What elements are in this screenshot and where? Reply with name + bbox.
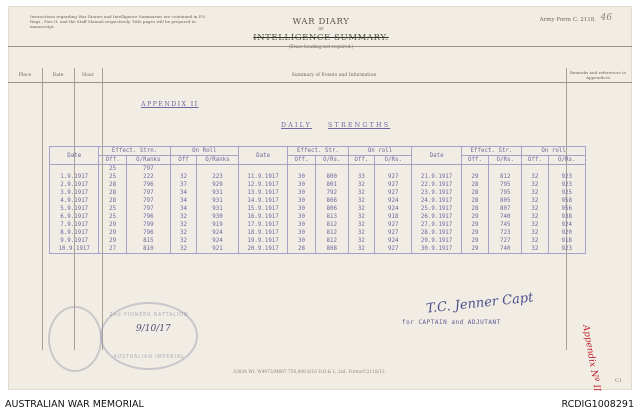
table-cell: 13.9.1917 <box>238 189 287 197</box>
appendix-title: APPENDIX II <box>141 101 199 108</box>
table-cell: 931 <box>197 197 239 205</box>
header-cell: Date <box>238 147 287 165</box>
column-divider <box>42 68 43 350</box>
table-cell: 27.9.1917 <box>412 221 461 229</box>
battalion-stamp <box>100 302 198 370</box>
printer-note: A3834 Wt. W4973/M687 750,000 8/16 D.D.& L. Ltd. Forms/C2118/12. <box>233 370 386 375</box>
sub-header-cell: Off. <box>348 156 374 165</box>
col-summary: Summary of Events and Information <box>291 72 377 78</box>
table-cell: 801 <box>315 181 348 189</box>
header-rule <box>8 46 632 47</box>
table-cell: 32 <box>348 189 374 197</box>
table-cell: 28 <box>461 189 488 197</box>
table-cell: 14.9.1917 <box>238 197 287 205</box>
sub-header-cell: O/Rs. <box>548 156 585 165</box>
table-cell: 29 <box>461 245 488 254</box>
table-cell: 931 <box>197 189 239 197</box>
table-cell: 19.9.1917 <box>238 237 287 245</box>
table-cell: 924 <box>375 197 412 205</box>
col-date: Date <box>52 72 64 78</box>
table-cell: 29 <box>461 213 488 221</box>
table-cell: 927 <box>375 181 412 189</box>
col-hour: Hour <box>82 72 94 78</box>
table-cell <box>548 165 585 174</box>
daily-strength-table <box>49 146 586 254</box>
table-cell: 223 <box>197 173 239 181</box>
table-cell: 26.9.1917 <box>412 213 461 221</box>
sub-header-cell: O/Rs. <box>375 156 412 165</box>
table-cell: 32 <box>522 205 548 213</box>
table-cell: 32 <box>522 237 548 245</box>
table-cell: 927 <box>375 221 412 229</box>
header-cell: Effect. Str. <box>461 147 521 156</box>
sub-header-cell: Off. <box>99 156 126 165</box>
table-cell: 32 <box>348 181 374 189</box>
table-cell: 32 <box>522 189 548 197</box>
table-cell: 16.9.1917 <box>238 213 287 221</box>
table-cell: 925 <box>548 189 585 197</box>
table-cell: 921 <box>197 245 239 254</box>
table-cell: 25 <box>99 213 126 221</box>
table-cell: 32 <box>522 173 548 181</box>
table-cell: 29 <box>461 237 488 245</box>
table-cell: 792 <box>315 189 348 197</box>
table-cell: 10.9.1917 <box>50 245 99 254</box>
table-cell: 924 <box>375 237 412 245</box>
header-cell: On roll <box>522 147 586 156</box>
table-cell: 918 <box>548 237 585 245</box>
table-cell: 930 <box>197 213 239 221</box>
table-cell: 21.9.1917 <box>412 173 461 181</box>
table-cell: 30.9.1917 <box>412 245 461 254</box>
table-cell: 30 <box>288 213 315 221</box>
table-cell: 931 <box>197 205 239 213</box>
table-cell: 32 <box>348 245 374 254</box>
strength-title-word: DAILY <box>281 122 313 129</box>
table-cell: 927 <box>375 173 412 181</box>
table-cell: 32 <box>170 213 196 221</box>
col-place: Place <box>18 72 32 78</box>
table-cell <box>522 165 548 174</box>
table-cell: 29 <box>461 173 488 181</box>
table-cell: 32 <box>522 245 548 254</box>
page-number: 46 <box>600 13 612 23</box>
table-cell: 17.9.1917 <box>238 221 287 229</box>
table-cell: 28 <box>99 197 126 205</box>
table-cell: 32 <box>170 173 196 181</box>
header-cell: Effect. Str. <box>288 147 348 156</box>
table-cell <box>50 165 99 174</box>
table-cell <box>375 165 412 174</box>
table-cell: 30 <box>288 205 315 213</box>
table-cell: 918 <box>375 213 412 221</box>
table-cell: 6.9.1917 <box>50 213 99 221</box>
table-cell: 727 <box>489 237 522 245</box>
table-cell: 808 <box>315 245 348 254</box>
table-cell: 24.9.1917 <box>412 197 461 205</box>
table-cell: 29.9.1917 <box>412 237 461 245</box>
page-subtitle: INTELLIGENCE SUMMARY. <box>253 33 389 43</box>
table-cell: 33 <box>348 173 374 181</box>
table-cell: 924 <box>548 221 585 229</box>
table-cell: 795 <box>489 181 522 189</box>
page-title: WAR DIARY <box>292 17 350 27</box>
table-row <box>50 197 586 205</box>
table-cell: 796 <box>126 213 170 221</box>
strength-title <box>281 122 406 129</box>
table-cell <box>288 165 315 174</box>
table-cell: 12.9.1917 <box>238 181 287 189</box>
table-cell: 958 <box>548 197 585 205</box>
diary-sheet <box>8 6 632 393</box>
table-cell: 25 <box>99 205 126 213</box>
table-cell: 807 <box>489 205 522 213</box>
table-cell <box>489 165 522 174</box>
table-cell: 919 <box>197 221 239 229</box>
table-row <box>50 229 586 237</box>
table-cell <box>315 165 348 174</box>
table-cell: 740 <box>489 213 522 221</box>
table-cell: 797 <box>126 189 170 197</box>
table-cell: 32 <box>348 197 374 205</box>
table-cell: 28 <box>461 181 488 189</box>
table-body <box>50 165 586 254</box>
table-cell: 806 <box>315 197 348 205</box>
table-cell: 30 <box>288 189 315 197</box>
table-cell: 924 <box>197 229 239 237</box>
table-cell: 28.9.1917 <box>412 229 461 237</box>
table-cell: 723 <box>489 229 522 237</box>
appendix-annotation: Appendix Nº II <box>580 324 602 393</box>
header-cell: On roll <box>348 147 412 156</box>
footer-source: AUSTRALIAN WAR MEMORIAL <box>5 399 144 410</box>
sub-header-cell: Off. <box>461 156 488 165</box>
embossed-seal <box>48 306 102 372</box>
table-cell: 32 <box>348 205 374 213</box>
table-cell: 32 <box>348 229 374 237</box>
table-cell: 799 <box>126 221 170 229</box>
table-cell: 740 <box>489 245 522 254</box>
table-cell: 28 <box>288 245 315 254</box>
header-cell: Date <box>50 147 99 165</box>
table-cell: 2.9.1917 <box>50 181 99 189</box>
sub-header-cell: O/Rs. <box>315 156 348 165</box>
table-cell <box>461 165 488 174</box>
table-cell <box>238 165 287 174</box>
table-cell: 20.9.1917 <box>238 245 287 254</box>
table-row <box>50 221 586 229</box>
sub-header-cell: O/Ranks <box>126 156 170 165</box>
table-cell: 32 <box>522 197 548 205</box>
table-cell: 806 <box>315 205 348 213</box>
table-cell: 923 <box>548 245 585 254</box>
table-cell: 32 <box>170 229 196 237</box>
erase-note: (Erase heading not required.) <box>288 45 354 50</box>
table-cell: 797 <box>126 205 170 213</box>
table-cell: 30 <box>288 229 315 237</box>
table-cell: 25 <box>99 173 126 181</box>
table-cell: 15.9.1917 <box>238 205 287 213</box>
table-cell: 796 <box>126 229 170 237</box>
table-cell <box>170 165 196 174</box>
army-form-label: Army Form C. 2118. <box>539 17 596 23</box>
table-cell: 30 <box>288 173 315 181</box>
table-cell: 22.9.1917 <box>412 181 461 189</box>
table-cell: 956 <box>548 205 585 213</box>
table-cell: 812 <box>315 221 348 229</box>
table-row <box>50 213 586 221</box>
table-cell: 28 <box>99 189 126 197</box>
table-cell: 32 <box>522 213 548 221</box>
table-row <box>50 189 586 197</box>
strength-title-word: STRENGTHS <box>328 122 391 129</box>
table-cell: 797 <box>126 197 170 205</box>
table-cell: 795 <box>489 189 522 197</box>
table-cell: 18.9.1917 <box>238 229 287 237</box>
table-row <box>50 165 586 174</box>
table-group-header <box>50 147 586 156</box>
table-cell: 28 <box>461 197 488 205</box>
table-cell <box>348 165 374 174</box>
table-cell: 32 <box>522 181 548 189</box>
table-cell: 8.9.1917 <box>50 229 99 237</box>
sub-header-cell: Off <box>170 156 196 165</box>
table-cell: 800 <box>315 173 348 181</box>
table-cell: 222 <box>126 173 170 181</box>
header-cell: Date <box>412 147 461 165</box>
for-captain-text: for CAPTAIN and ADJUTANT <box>402 319 501 326</box>
table-cell: 3.9.1917 <box>50 189 99 197</box>
table-cell: 927 <box>375 189 412 197</box>
table-cell: 924 <box>197 237 239 245</box>
table-cell: 29 <box>99 237 126 245</box>
table-cell: 7.9.1917 <box>50 221 99 229</box>
table-cell: 9.9.1917 <box>50 237 99 245</box>
table-sub-header <box>50 156 586 165</box>
table-cell: 11.9.1917 <box>238 173 287 181</box>
stamp-date: 9/10/17 <box>136 324 171 334</box>
table-cell: 32 <box>348 221 374 229</box>
table-row <box>50 181 586 189</box>
table-cell: 29 <box>461 229 488 237</box>
title-connector: or <box>318 26 324 32</box>
table-cell: 32 <box>522 221 548 229</box>
table-cell: 30 <box>288 237 315 245</box>
table-cell: 745 <box>489 221 522 229</box>
table-cell: 813 <box>315 213 348 221</box>
stamp-ring-bottom: AUSTRALIAN IMPERIAL <box>113 354 185 360</box>
table-cell: 30 <box>288 181 315 189</box>
table-cell: 796 <box>126 181 170 189</box>
table-cell: 815 <box>126 237 170 245</box>
table-cell: 28 <box>461 205 488 213</box>
table-cell: 805 <box>489 197 522 205</box>
table-cell: 812 <box>489 173 522 181</box>
table-cell: 29 <box>461 221 488 229</box>
table-cell: 30 <box>288 221 315 229</box>
table-cell: 27 <box>99 245 126 254</box>
table-cell: 5.9.1917 <box>50 205 99 213</box>
table-row <box>50 205 586 213</box>
sub-header-cell: O/Ranks <box>197 156 239 165</box>
table-cell: 34 <box>170 197 196 205</box>
footer-id: RCDIG1008291 <box>561 399 634 410</box>
table-row <box>50 245 586 254</box>
header-cell: On Roll <box>170 147 238 156</box>
table-cell: 929 <box>197 181 239 189</box>
table-cell: 32 <box>348 213 374 221</box>
table-cell: 29 <box>99 229 126 237</box>
table-cell: 812 <box>315 237 348 245</box>
table-cell: 29 <box>99 221 126 229</box>
table-cell: 924 <box>375 205 412 213</box>
sub-header-cell: Off. <box>288 156 315 165</box>
table-cell: 938 <box>548 213 585 221</box>
signature: T.C. Jenner Capt <box>425 290 535 317</box>
table-row <box>50 173 586 181</box>
table-cell <box>412 165 461 174</box>
sub-header-cell: Off. <box>522 156 548 165</box>
table-cell: 797 <box>126 165 170 174</box>
table-row <box>50 237 586 245</box>
table-cell: 34 <box>170 189 196 197</box>
table-cell: 32 <box>170 245 196 254</box>
table-cell: 923 <box>548 181 585 189</box>
table-cell: 923 <box>548 173 585 181</box>
table-cell: 28 <box>99 181 126 189</box>
table-cell: 920 <box>548 229 585 237</box>
header-cell: Effect. Strn. <box>99 147 170 156</box>
table-cell: 927 <box>375 229 412 237</box>
table-cell: 32 <box>170 237 196 245</box>
table-cell: 812 <box>315 229 348 237</box>
instructions-text: Instructions regarding War Diaries and Intelligence Summaries are contained in F.S. Regs., Part II. and the Staff Manual respectively. Title pages will be prepared in manuscript. <box>30 14 207 29</box>
table-cell: 25 <box>99 165 126 174</box>
stamp-ring-top: 2nd PIONEER BATTALION <box>109 312 189 318</box>
table-cell: 810 <box>126 245 170 254</box>
table-cell: 927 <box>375 245 412 254</box>
table-cell <box>197 165 239 174</box>
table-cell: 34 <box>170 205 196 213</box>
table-cell: 32 <box>348 237 374 245</box>
table-cell: 25.9.1917 <box>412 205 461 213</box>
corner-mark: C1 <box>614 378 622 384</box>
table-cell: 4.9.1917 <box>50 197 99 205</box>
table-cell: 32 <box>170 221 196 229</box>
table-cell: 1.9.1917 <box>50 173 99 181</box>
table-cell: 30 <box>288 197 315 205</box>
table-cell: 32 <box>522 229 548 237</box>
footer <box>0 394 640 414</box>
sub-header-cell: O/Rs. <box>489 156 522 165</box>
table-cell: 37 <box>170 181 196 189</box>
table-cell: 23.9.1917 <box>412 189 461 197</box>
col-remarks: Remarks and references to Appendices <box>569 70 627 80</box>
